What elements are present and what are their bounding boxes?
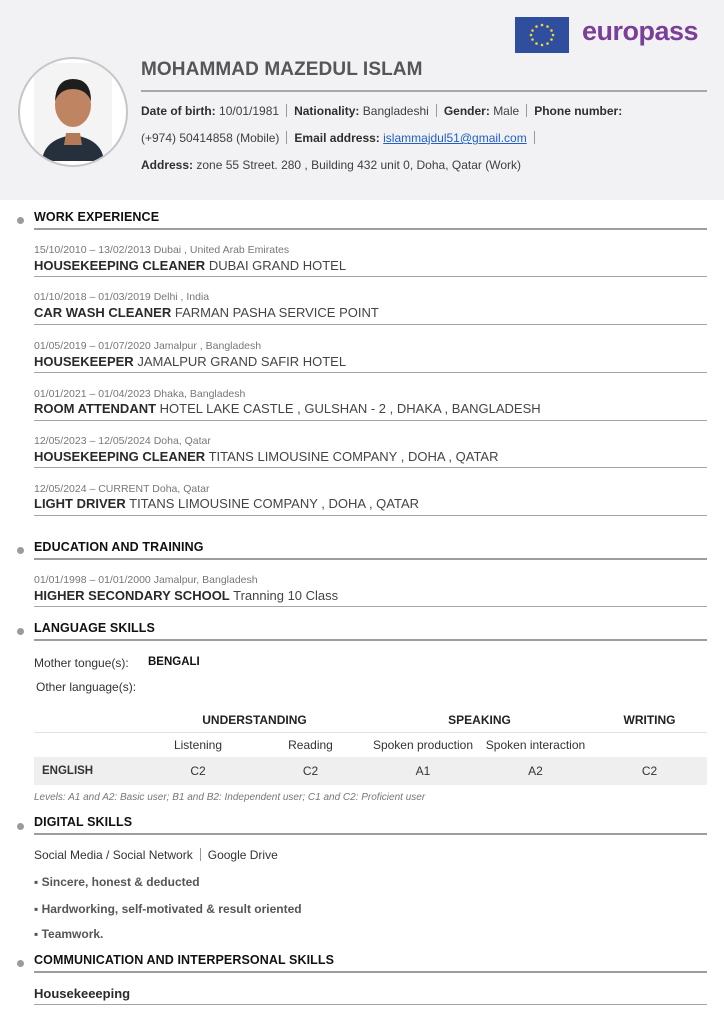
- entry-divider: [34, 420, 707, 421]
- section-divider: [34, 639, 707, 641]
- name-divider: [141, 90, 707, 92]
- eu-flag-icon: [515, 17, 569, 53]
- dob-value: 10/01/1981: [219, 104, 280, 118]
- education-entry-title: [34, 588, 338, 603]
- gender-value: Male: [493, 104, 520, 118]
- work-entry-title: [34, 449, 499, 464]
- section-bullet-icon: [17, 823, 24, 830]
- work-entry-role: HOUSEKEEPER: [34, 354, 134, 369]
- skill-bullet: ▪ Teamwork.: [34, 927, 104, 941]
- work-entry-role: HOUSEKEEPING CLEANER: [34, 449, 206, 464]
- work-entry-meta: 01/10/2018 – 01/03/2019 Delhi , India: [34, 291, 210, 303]
- section-divider: [34, 558, 707, 560]
- cv-header: [0, 0, 724, 200]
- email-link[interactable]: islammajdul51@gmail.com: [383, 131, 527, 145]
- section-divider: [34, 228, 707, 230]
- work-entry-org: DUBAI GRAND HOTEL: [208, 258, 347, 273]
- work-entry-role: ROOM ATTENDANT: [34, 401, 157, 416]
- section-title-language: LANGUAGE SKILLS: [34, 621, 155, 635]
- work-entry-role: CAR WASH CLEANER: [34, 305, 172, 320]
- work-entry-title: [34, 496, 419, 511]
- entry-divider: [34, 1004, 707, 1005]
- work-entry-title: [34, 354, 346, 369]
- section-title-digital: DIGITAL SKILLS: [34, 815, 133, 829]
- communication-item: Housekeeeping: [34, 986, 131, 1001]
- nationality-label: Nationality:: [294, 104, 360, 118]
- subheader-spoken-interaction: Spoken interaction: [479, 733, 592, 758]
- subheader-listening: Listening: [142, 733, 254, 758]
- level-spoken-interaction: A2: [479, 757, 592, 785]
- entry-divider: [34, 276, 707, 277]
- entry-divider: [34, 606, 707, 607]
- entry-divider: [34, 324, 707, 325]
- subheader-reading: Reading: [254, 733, 367, 758]
- phone-label: Phone number:: [534, 104, 623, 118]
- work-entry-org: TITANS LIMOUSINE COMPANY , DOHA , QATAR: [208, 449, 499, 464]
- level-reading: C2: [254, 757, 367, 785]
- language-name: ENGLISH: [34, 757, 142, 785]
- dob-label: Date of birth:: [141, 104, 216, 118]
- gender-label: Gender:: [443, 104, 490, 118]
- section-title-education: EDUCATION AND TRAINING: [34, 540, 204, 554]
- header-writing: WRITING: [623, 713, 676, 727]
- language-row: [34, 757, 707, 785]
- address-label: Address:: [141, 158, 194, 172]
- work-entry-meta: 01/05/2019 – 01/07/2020 Jamalpur , Bangladesh: [34, 340, 262, 352]
- work-entry-role: LIGHT DRIVER: [34, 496, 126, 511]
- candidate-name: MOHAMMAD MAZEDUL ISLAM: [141, 59, 423, 80]
- level-listening: C2: [142, 757, 254, 785]
- header-speaking: SPEAKING: [448, 713, 511, 727]
- other-languages-label: Other language(s):: [36, 680, 137, 694]
- work-entry-title: [34, 401, 541, 416]
- work-entry-title: [34, 258, 346, 273]
- entry-divider: [34, 467, 707, 468]
- skill-bullet: ▪ Hardworking, self-motivated & result oriented: [34, 902, 302, 916]
- work-entry-meta: 12/05/2024 – CURRENT Doha, Qatar: [34, 483, 210, 495]
- work-entry-org: TITANS LIMOUSINE COMPANY , DOHA , QATAR: [129, 496, 420, 511]
- section-bullet-icon: [17, 960, 24, 967]
- personal-info-line-3: [141, 158, 521, 172]
- work-entry-role: HOUSEKEEPING CLEANER: [34, 258, 206, 273]
- entry-divider: [34, 515, 707, 516]
- digital-skills-list: [34, 848, 278, 862]
- nationality-value: Bangladeshi: [362, 104, 429, 118]
- digital-skill: Google Drive: [207, 848, 278, 862]
- education-entry-org: Tranning 10 Class: [233, 588, 339, 603]
- work-entry-org: HOTEL LAKE CASTLE , GULSHAN - 2 , DHAKA , BANGLADESH: [159, 401, 541, 416]
- work-entry-org: JAMALPUR GRAND SAFIR HOTEL: [137, 354, 347, 369]
- phone-value: (+974) 50414858 (Mobile): [141, 131, 280, 145]
- section-bullet-icon: [17, 628, 24, 635]
- personal-info-line-1: [141, 104, 622, 118]
- section-bullet-icon: [17, 217, 24, 224]
- education-entry-meta: 01/01/1998 – 01/01/2000 Jamalpur, Bangladesh: [34, 574, 258, 586]
- work-entry-meta: 01/01/2021 – 01/04/2023 Dhaka, Bangladesh: [34, 388, 246, 400]
- personal-info-line-2: [141, 131, 542, 145]
- work-entry-title: [34, 305, 379, 320]
- work-entry-meta: 12/05/2023 – 12/05/2024 Doha, Qatar: [34, 435, 211, 447]
- skill-bullet: ▪ Sincere, honest & deducted: [34, 875, 200, 889]
- section-bullet-icon: [17, 547, 24, 554]
- work-entry-meta: 15/10/2010 – 13/02/2013 Dubai , United Arab Emirates: [34, 244, 290, 256]
- levels-note: Levels: A1 and A2: Basic user; B1 and B2: Independent user; C1 and C2: Proficient user: [34, 792, 426, 803]
- europass-logo: europass: [582, 16, 699, 46]
- education-entry-role: HIGHER SECONDARY SCHOOL: [34, 588, 230, 603]
- section-divider: [34, 971, 707, 973]
- work-entry-org: FARMAN PASHA SERVICE POINT: [174, 305, 379, 320]
- section-divider: [34, 833, 707, 835]
- email-label: Email address:: [294, 131, 380, 145]
- level-writing: C2: [592, 757, 707, 785]
- level-spoken-production: A1: [367, 757, 479, 785]
- profile-photo: [18, 57, 128, 167]
- language-table: [34, 708, 707, 785]
- mother-tongue-label: Mother tongue(s):: [34, 656, 129, 670]
- entry-divider: [34, 372, 707, 373]
- header-understanding: UNDERSTANDING: [202, 713, 307, 727]
- subheader-spoken-production: Spoken production: [367, 733, 479, 758]
- section-title-communication: COMMUNICATION AND INTERPERSONAL SKILLS: [34, 953, 335, 967]
- digital-skill: Social Media / Social Network: [34, 848, 193, 862]
- mother-tongue-value: BENGALI: [148, 656, 200, 668]
- section-title-work: WORK EXPERIENCE: [34, 210, 160, 224]
- address-value: zone 55 Street. 280 , Building 432 unit 0, Doha, Qatar (Work): [196, 158, 521, 172]
